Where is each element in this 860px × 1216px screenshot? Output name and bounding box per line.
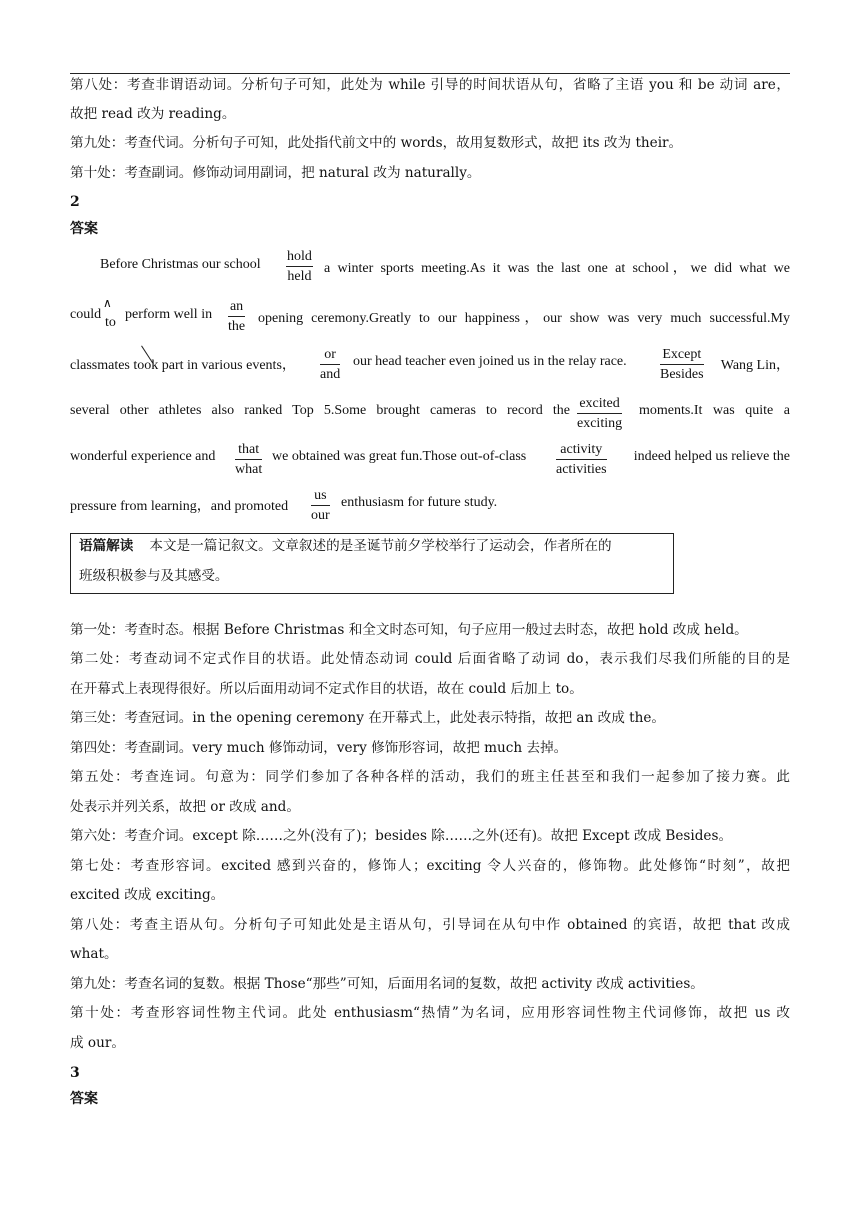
passage-text: indeed helped us relieve the <box>633 449 790 464</box>
reading-interpretation-box <box>70 533 674 594</box>
reading-box-line <box>79 537 667 556</box>
reading-box-text: 班级积极参与及其感受。 <box>79 568 229 584</box>
correction-6 <box>660 345 704 384</box>
correction-9 <box>556 440 607 479</box>
analysis-line: 第一处：考查时态。根据 Before Christmas 和全文时态可知，句子应用一般过去时态，故把 hold 改成 held。 <box>70 622 748 638</box>
analysis-line: 第二处：考查动词不定式作目的状语。此处情态动词 could 后面省略了动词 do，表示我们尽我们所能的目的是 <box>70 651 790 667</box>
correction-5 <box>320 345 340 384</box>
question-number: 3 <box>70 1065 80 1081</box>
correction-new: and <box>320 367 341 382</box>
question-number: 2 <box>70 194 80 210</box>
correction-insert-to: to <box>105 315 116 330</box>
analysis-line: 处表示并列关系，故把 or 改成 and。 <box>70 799 300 815</box>
analysis-line: 第九处：考查代词。分析句子可知，此处指代前文中的 words，故用复数形式，故把 its 改为 their。 <box>70 135 683 151</box>
correction-old: us <box>311 486 330 506</box>
correction-10 <box>311 486 330 525</box>
reading-box-label: 语篇解读 <box>79 538 134 554</box>
analysis-line: what。 <box>70 946 118 962</box>
correction-new: exciting <box>577 416 623 431</box>
correction-new: the <box>228 319 246 334</box>
insert-caret: ∧ <box>103 296 112 310</box>
passage-text: enthusiasm for future study. <box>341 495 498 510</box>
analysis-line: excited 改成 exciting。 <box>70 887 225 903</box>
answer-label: 答案 <box>70 221 98 237</box>
analysis-line: 第九处：考查名词的复数。根据 Those“那些”可知，后面用名词的复数，故把 activity 改成 activities。 <box>70 976 704 992</box>
analysis-line: 第七处：考查形容词。excited 感到兴奋的，修饰人；exciting 令人兴奋的，修饰物。此处修饰“时刻”，故把 <box>70 858 790 874</box>
analysis-line: 第四处：考查副词。very much 修饰动词，very 修饰形容词，故把 much 去掉。 <box>70 740 568 756</box>
top-divider <box>70 73 790 74</box>
analysis-line: 在开幕式上表现得很好。所以后面用动词不定式作目的状语，故在 could 后加上 to。 <box>70 681 583 697</box>
passage-text: pressure from learning，and promoted <box>70 499 289 514</box>
correction-new: held <box>287 269 312 284</box>
correction-old: an <box>228 297 245 317</box>
correction-new: Besides <box>660 367 704 382</box>
correction-new: what <box>235 462 263 477</box>
passage-text: our head teacher even joined us in the relay race. <box>353 354 627 369</box>
analysis-line: 故把 read 改为 reading。 <box>70 106 236 122</box>
passage-text: we obtained was great fun.Those out-of-class <box>272 449 527 464</box>
answer-label: 答案 <box>70 1091 98 1107</box>
passage-text: could <box>70 307 102 322</box>
correction-1 <box>286 247 313 286</box>
passage-text: several other athletes also ranked Top 5.Some brought cameras to record the <box>70 403 570 418</box>
correction-old: that <box>235 440 262 460</box>
analysis-line: 第三处：考查冠词。in the opening ceremony 在开幕式上，此处表示特指，故把 an 改成 the。 <box>70 710 665 726</box>
correction-new: our <box>311 508 330 523</box>
passage-text: Wang Lin， <box>720 358 790 373</box>
correction-old: hold <box>286 247 313 267</box>
correction-3 <box>228 297 245 336</box>
passage-text: Before Christmas our school <box>100 257 261 272</box>
correction-8 <box>235 440 262 479</box>
passage-text: opening ceremony.Greatly to our happiness，our show was very much successful.My <box>258 311 790 326</box>
analysis-line: 第十处：考查副词。修饰动词用副词，把 natural 改为 naturally。 <box>70 165 481 181</box>
analysis-line: 成 our。 <box>70 1035 125 1051</box>
passage-text: a winter sports meeting.As it was the last one at school，we did what we <box>324 261 790 276</box>
analysis-line: 第八处：考查非谓语动词。分析句子可知，此处为 while 引导的时间状语从句，省略了主语 you 和 be 动词 are， <box>70 77 790 93</box>
correction-new: activities <box>556 462 607 477</box>
analysis-line: 第五处：考查连词。句意为：同学们参加了各种各样的活动，我们的班主任甚至和我们一起参加了接力赛。此 <box>70 769 790 785</box>
passage-text: perform well in <box>125 307 213 322</box>
analysis-line: 第六处：考查介词。except 除……之外(没有了)；besides 除……之外(还有)。故把 Except 改成 Besides。 <box>70 828 733 844</box>
analysis-line: 第十处：考查形容词性物主代词。此处 enthusiasm“热情”为名词，应用形容词性物主代词修饰，故把 us 改 <box>70 1005 790 1021</box>
reading-box-text: 本文是一篇记叙文。文章叙述的是圣诞节前夕学校举行了运动会，作者所在的 <box>149 538 612 554</box>
correction-old: excited <box>577 394 622 414</box>
correction-7 <box>577 394 622 433</box>
correction-old: or <box>320 345 340 365</box>
correction-old: activity <box>556 440 607 460</box>
passage-text: moments.It was quite a <box>639 403 790 418</box>
analysis-line: 第八处：考查主语从句。分析句子可知此处是主语从句，引导词在从句中作 obtained 的宾语，故把 that 改成 <box>70 917 790 933</box>
correction-old: Except <box>660 345 704 365</box>
passage-text: classmates took part in various events， <box>70 358 296 373</box>
passage-text: wonderful experience and <box>70 449 216 464</box>
